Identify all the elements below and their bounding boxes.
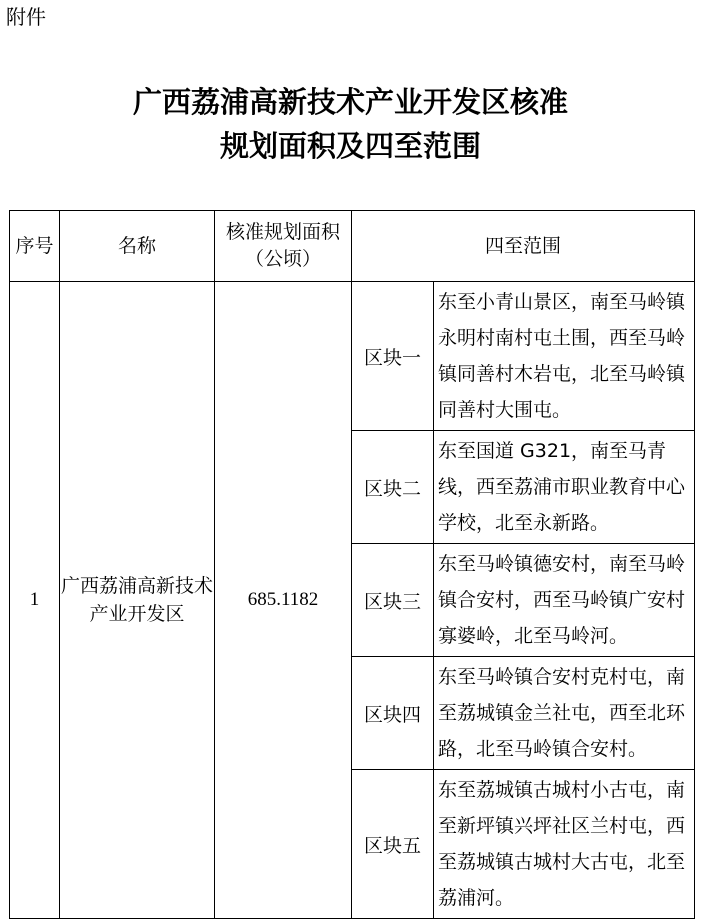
header-name: 名称 (60, 211, 215, 282)
cell-block-label: 区块一 (352, 282, 434, 431)
attachment-label: 附件 (6, 5, 46, 29)
cell-block-label: 区块五 (352, 770, 434, 919)
cell-seq: 1 (10, 282, 60, 919)
title-line-2: 规划面积及四至范围 (219, 129, 481, 163)
cell-block-label: 区块二 (352, 431, 434, 544)
cell-block-label: 区块四 (352, 657, 434, 770)
cell-block-scope: 东至国道 G321，南至马青线，西至荔浦市职业教育中心学校，北至永新路。 (434, 431, 695, 544)
header-area: 核准规划面积（公顷） (215, 211, 352, 282)
table-row (10, 282, 695, 431)
scope-table (9, 210, 695, 919)
cell-block-scope: 东至马岭镇合安村克村屯，南至荔城镇金兰社屯，西至北环路，北至马岭镇合安村。 (434, 657, 695, 770)
header-seq: 序号 (10, 211, 60, 282)
cell-zone-name: 广西荔浦高新技术产业开发区 (60, 282, 215, 919)
header-scope: 四至范围 (352, 211, 695, 282)
cell-block-label: 区块三 (352, 544, 434, 657)
cell-block-scope: 东至小青山景区，南至马岭镇永明村南村屯土围，西至马岭镇同善村木岩屯，北至马岭镇同善村大围屯。 (434, 282, 695, 431)
table-header-row (10, 211, 695, 282)
document-title (0, 80, 701, 168)
cell-area: 685.1182 (215, 282, 352, 919)
cell-block-scope: 东至荔城镇古城村小古屯，南至新坪镇兴坪社区兰村屯，西至荔城镇古城村大古屯，北至荔浦河。 (434, 770, 695, 919)
title-line-1: 广西荔浦高新技术产业开发区核准 (132, 85, 568, 119)
cell-block-scope: 东至马岭镇德安村，南至马岭镇合安村，西至马岭镇广安村寡婆岭，北至马岭河。 (434, 544, 695, 657)
